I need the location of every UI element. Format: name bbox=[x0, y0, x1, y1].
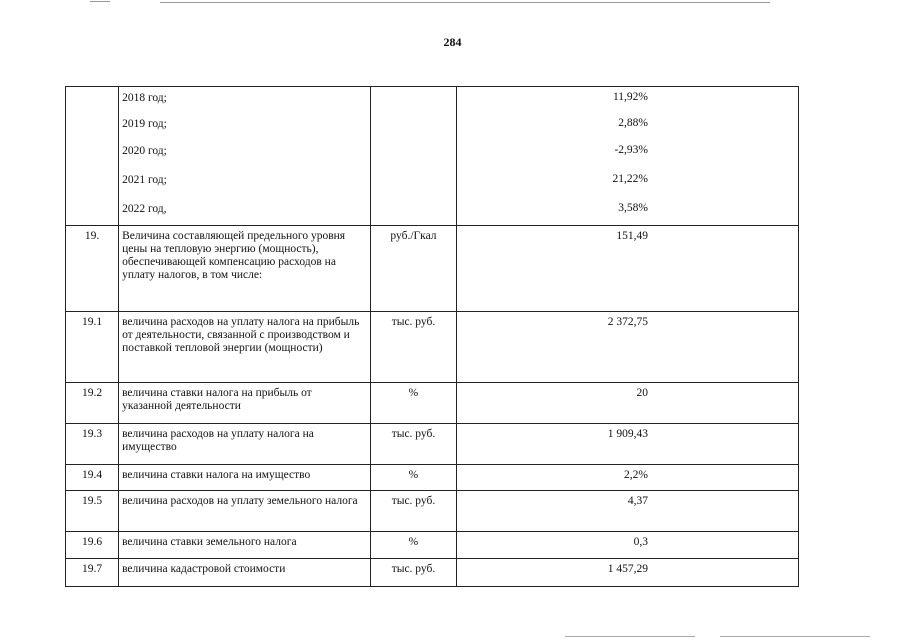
scan-mark-top bbox=[160, 2, 770, 3]
row-value: 2 372,75 bbox=[607, 316, 648, 328]
year-unit-cell bbox=[371, 169, 456, 198]
year-row bbox=[66, 140, 799, 169]
row-value-cell bbox=[456, 424, 798, 465]
year-value-cell bbox=[456, 198, 798, 226]
row-description: величина расходов на уплату налога на имущество bbox=[122, 428, 314, 453]
row-value: 20 bbox=[636, 387, 648, 399]
table-row bbox=[66, 491, 799, 532]
row-description: величина ставки налога на имущество bbox=[122, 469, 311, 481]
row-value: 4,37 bbox=[627, 495, 648, 507]
year-value: -2,93% bbox=[614, 143, 648, 156]
row-number-cell bbox=[66, 532, 119, 559]
year-value-cell bbox=[456, 169, 798, 198]
page-number: 284 bbox=[443, 35, 462, 49]
row-unit: тыс. руб. bbox=[391, 495, 436, 507]
row-value: 151,49 bbox=[616, 230, 648, 242]
row-number-cell bbox=[66, 424, 119, 465]
year-value-cell bbox=[456, 113, 798, 140]
row-value-cell bbox=[456, 559, 798, 587]
year-label-cell bbox=[119, 140, 371, 169]
row-value-cell bbox=[456, 226, 798, 312]
row-number-cell bbox=[66, 383, 119, 424]
year-unit-cell bbox=[371, 113, 456, 140]
year-label: 2020 год; bbox=[122, 144, 167, 157]
row-number-cell bbox=[66, 465, 119, 491]
row-desc-cell bbox=[119, 559, 371, 587]
table-row bbox=[66, 465, 799, 491]
row-unit: тыс. руб. bbox=[391, 563, 436, 575]
row-unit-cell bbox=[371, 559, 456, 587]
year-label-cell bbox=[119, 198, 371, 226]
row-desc-cell bbox=[119, 383, 371, 424]
row-unit-cell bbox=[371, 383, 456, 424]
row-description: величина расходов на уплату налога на прибыль от деятельности, связанной с производством и поставкой тепловой энергии (мощности) bbox=[122, 316, 360, 354]
row-desc-cell bbox=[119, 312, 371, 383]
year-value: 11,92% bbox=[612, 91, 648, 103]
year-num-cell bbox=[66, 113, 119, 140]
row-number-cell bbox=[66, 559, 119, 587]
year-value-cell bbox=[456, 140, 798, 169]
row-number: 19.1 bbox=[81, 316, 103, 328]
year-num-cell bbox=[66, 140, 119, 169]
row-unit: % bbox=[408, 469, 419, 481]
row-value: 1 909,43 bbox=[607, 428, 648, 440]
row-unit-cell bbox=[371, 226, 456, 312]
row-number: 19. bbox=[84, 230, 100, 242]
table-row bbox=[66, 424, 799, 465]
year-row bbox=[66, 113, 799, 140]
scan-mark-top-left bbox=[90, 1, 110, 2]
tariff-table bbox=[65, 86, 799, 587]
scan-mark-bottom bbox=[565, 636, 695, 637]
year-unit-cell bbox=[371, 198, 456, 226]
row-number-cell bbox=[66, 312, 119, 383]
row-unit-cell bbox=[371, 424, 456, 465]
row-unit-cell bbox=[371, 312, 456, 383]
row-description: величина ставки налога на прибыль от указанной деятельности bbox=[122, 387, 312, 412]
year-row bbox=[66, 87, 799, 113]
row-desc-cell bbox=[119, 424, 371, 465]
row-unit-cell bbox=[371, 465, 456, 491]
row-number: 19.2 bbox=[81, 387, 103, 399]
row-desc-cell bbox=[119, 465, 371, 491]
row-value: 0,3 bbox=[633, 536, 648, 548]
year-num-cell bbox=[66, 87, 119, 113]
row-value: 2,2% bbox=[624, 469, 648, 481]
row-unit-cell bbox=[371, 491, 456, 532]
year-num-cell bbox=[66, 169, 119, 198]
row-desc-cell bbox=[119, 491, 371, 532]
year-label-cell bbox=[119, 87, 371, 113]
row-desc-cell bbox=[119, 226, 371, 312]
year-num-cell bbox=[66, 198, 119, 226]
row-value-cell bbox=[456, 312, 798, 383]
row-number-cell bbox=[66, 491, 119, 532]
row-number: 19.7 bbox=[81, 563, 103, 575]
table-row bbox=[66, 532, 799, 559]
row-value-cell bbox=[456, 465, 798, 491]
year-unit-cell bbox=[371, 140, 456, 169]
row-desc-cell bbox=[119, 532, 371, 559]
year-label: 2019 год; bbox=[122, 117, 167, 130]
row-number: 19.5 bbox=[81, 495, 103, 507]
year-unit-cell bbox=[371, 87, 456, 113]
row-number: 19.4 bbox=[81, 469, 103, 481]
row-unit: % bbox=[408, 536, 419, 548]
scan-mark-bottom-right bbox=[720, 636, 870, 637]
row-number-cell bbox=[66, 226, 119, 312]
table-row bbox=[66, 226, 799, 312]
row-unit: руб./Гкал bbox=[390, 230, 437, 242]
row-unit: тыс. руб. bbox=[391, 316, 436, 328]
year-value: 3,58% bbox=[618, 201, 648, 214]
year-value: 21,22% bbox=[612, 172, 648, 185]
year-row bbox=[66, 198, 799, 226]
row-unit: % bbox=[408, 387, 419, 399]
year-label-cell bbox=[119, 113, 371, 140]
year-label: 2021 год; bbox=[122, 173, 167, 186]
row-value-cell bbox=[456, 491, 798, 532]
row-value: 1 457,29 bbox=[607, 563, 648, 575]
row-value-cell bbox=[456, 383, 798, 424]
row-number: 19.3 bbox=[81, 428, 103, 440]
year-row bbox=[66, 169, 799, 198]
row-description: величина ставки земельного налога bbox=[122, 536, 297, 548]
row-unit: тыс. руб. bbox=[391, 428, 436, 440]
row-value-cell bbox=[456, 532, 798, 559]
year-label-cell bbox=[119, 169, 371, 198]
year-label: 2022 год, bbox=[122, 202, 167, 215]
year-label: 2018 год; bbox=[122, 92, 167, 104]
table-row bbox=[66, 312, 799, 383]
year-value-cell bbox=[456, 87, 798, 113]
row-description: Величина составляющей предельного уровня цены на тепловую энергию (мощность), обеспечивающей компенсацию расходов на уплату налогов, в том числе: bbox=[122, 230, 346, 281]
table-row bbox=[66, 383, 799, 424]
row-description: величина расходов на уплату земельного налога bbox=[122, 495, 358, 507]
row-description: величина кадастровой стоимости bbox=[122, 563, 286, 575]
year-value: 2,88% bbox=[618, 116, 648, 129]
row-number: 19.6 bbox=[81, 536, 103, 548]
table-row bbox=[66, 559, 799, 587]
row-unit-cell bbox=[371, 532, 456, 559]
